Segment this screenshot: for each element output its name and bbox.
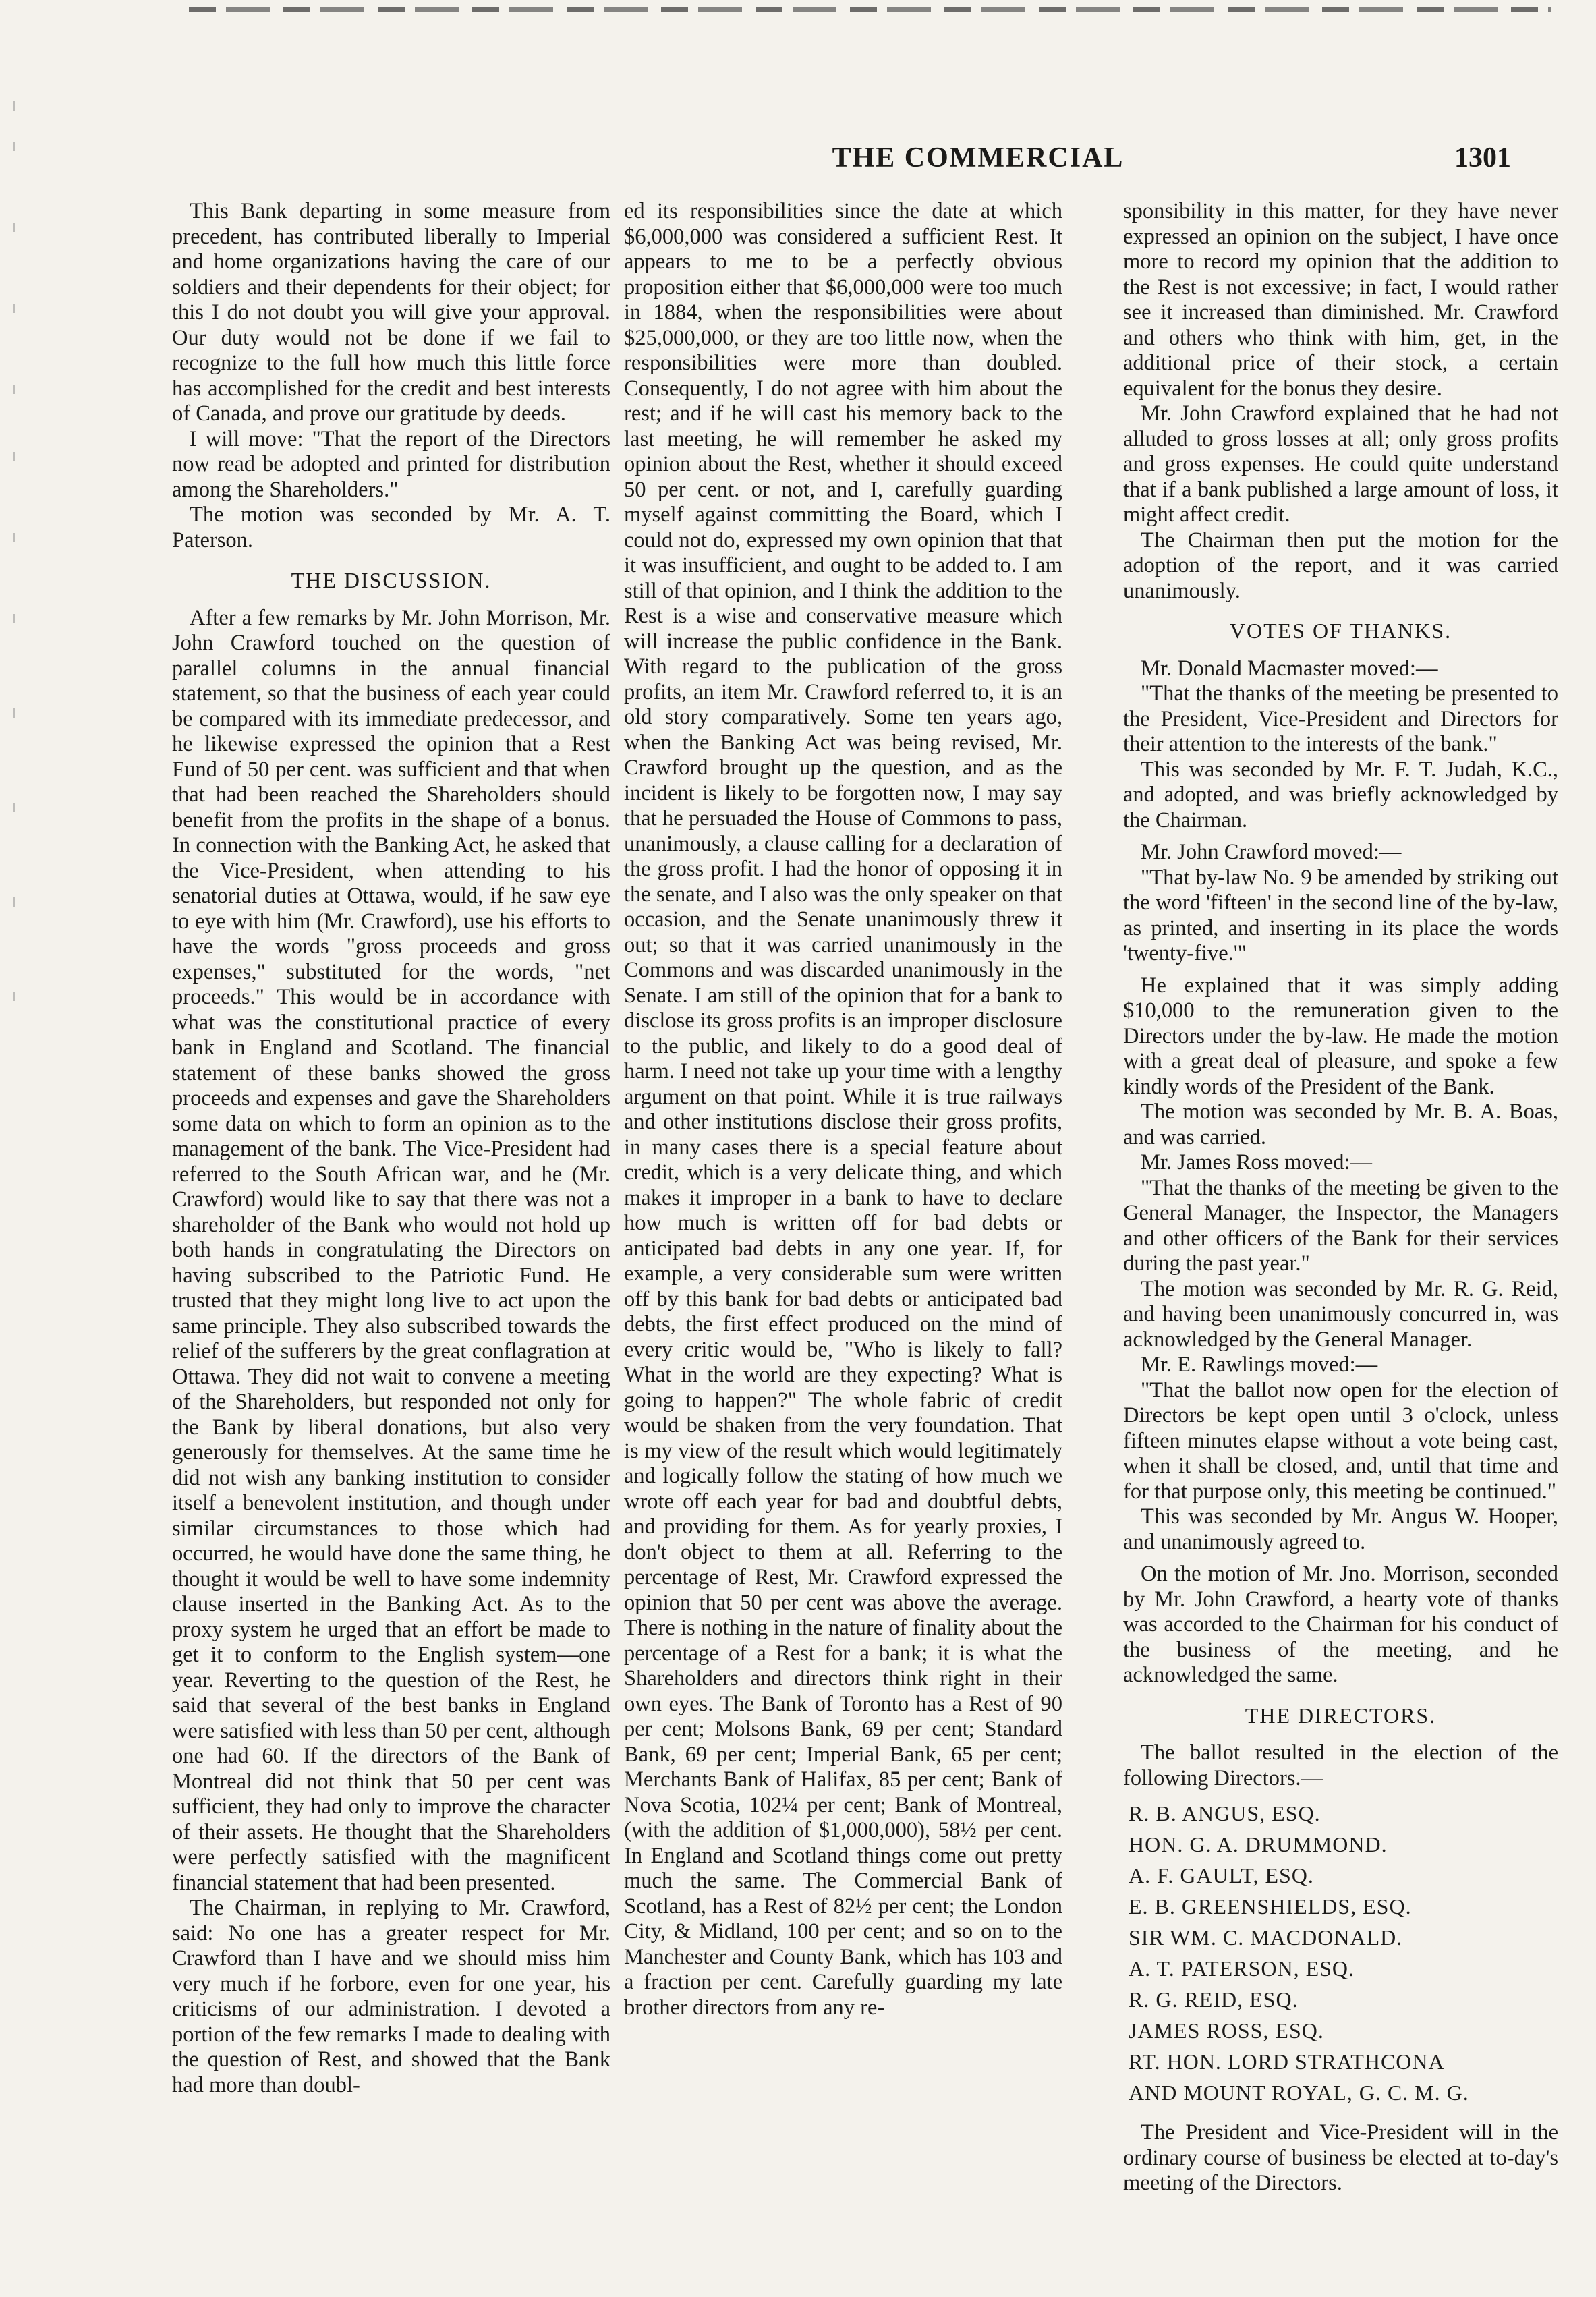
page-number: 1301: [1454, 142, 1511, 173]
director-name: E. B. GREENSHIELDS, ESQ.: [1129, 1894, 1412, 1919]
running-head: [175, 142, 1511, 182]
paragraph: Mr. E. Rawlings moved:—: [1141, 1353, 1378, 1377]
margin-marks: [13, 101, 40, 1046]
quoted-motion: "That by-law No. 9 be amended by striking out the word 'fifteen' in the second line of the by-law, as printed, and inserting in its place the words 'twenty-five.'": [1123, 865, 1558, 965]
paragraph: The motion was seconded by Mr. A. T. Paterson.: [172, 503, 610, 552]
paragraph: After a few remarks by Mr. John Morrison, Mr. John Crawford touched on the question of parallel columns in the annual financial statement, so that the business of each year could be compared with its immediate predecessor, and he likewise expressed the opinion that a Rest Fund of 50 per cent. was sufficient and that when that had been reached the Shareholders should benefit from the profits in the shape of a bonus. In connection with the Banking Act, he asked that the Vice-President, when attending to his senatorial duties at Ottawa, would, if he saw eye to eye with him (Mr. Crawford), use his efforts to have the words "gross proceeds and gross expenses," substituted for the words, "net proceeds." This would be in accordance with what was the constitutional practice of every bank in England and Scotland. The financial statement of these banks showed the gross proceeds and expenses and gave the Shareholders some data on which to form an opinion as to the management of the bank. The Vice-President had referred to the South African war, and he (Mr. Crawford) would like to say that there was not a shareholder of the Bank who would not hold up both hands in congratulating the Directors on having subscribed to the Patriotic Fund. He trusted that they might long live to act upon the same principle. They also subscribed towards the relief of the sufferers by the great conflagration at Ottawa. They did not wait to convene a meeting of the Shareholders, but responded not only for the Bank by liberal donations, but also very generously for themselves. At the same time he did not wish any banking institution to consider itself a benevolent institution, and though under similar circumstances to those which had occurred, he would have done the same thing, he thought it would be well to have some indemnity clause inserted in the Banking Act. As to the proxy system he urged that an effort be made to get it to conform to the English system—one year. Reverting to the question of the Rest, he said that several of the best banks in England were satisfied with less than 50 per cent, although one had 60. If the directors of the Bank of Montreal did not think that 50 per cent was sufficient, they had only to improve the character of their assets. He thought that the Shareholders were perfectly satisfied with the magnificent financial statement that had been presented.: [172, 605, 610, 1895]
column-2: [624, 199, 1062, 2284]
director-name: RT. HON. LORD STRATHCONA: [1129, 2049, 1445, 2074]
section-heading-votes: VOTES OF THANKS.: [1229, 619, 1452, 643]
director-name: HON. G. A. DRUMMOND.: [1129, 1832, 1388, 1856]
paragraph: The Chairman, in replying to Mr. Crawford, said: No one has a greater respect for Mr. Crawford than I have and we should miss him very much if he forbore, even for one year, his criticisms of our administration. I devoted a portion of the few remarks I made to dealing with the question of Rest, and showed that the Bank had more than doubl-: [172, 1896, 610, 2097]
director-name: A. T. PATERSON, ESQ.: [1129, 1956, 1355, 1981]
column-1: [172, 199, 610, 2284]
director-name: JAMES ROSS, ESQ.: [1129, 2018, 1324, 2043]
directors-list: [1123, 1798, 1558, 2108]
paragraph: Mr. James Ross moved:—: [1141, 1150, 1373, 1174]
paragraph: The motion was seconded by Mr. R. G. Reid, and having been unanimously concurred in, was acknowledged by the General Manager.: [1123, 1276, 1558, 1352]
paragraph: This Bank departing in some measure from precedent, has contributed liberally to Imperial and home organizations having the care of our soldiers and their dependents for their object; for this I do not doubt you will give your approval. Our duty would not be done if we fail to recognize to the full how much this little force has accomplished for the credit and best interests of Canada, and prove our gratitude by deeds.: [172, 199, 610, 426]
paragraph: sponsibility in this matter, for they have never expressed an opinion on the subject, I have once more to record my opinion that the addition to the Rest is not excessive; in fact, I would rather see it increased than diminished. Mr. Crawford and others who think with him, get, in the additional price of their stock, a certain equivalent for the bonus they desire.: [1123, 199, 1558, 401]
director-name: AND MOUNT ROYAL, G. C. M. G.: [1129, 2080, 1469, 2105]
paragraph: I will move: "That the report of the Directors now read be adopted and printed for distribution among the Shareholders.": [172, 426, 610, 502]
column-3: [1123, 199, 1558, 2284]
section-heading-discussion: THE DISCUSSION.: [291, 568, 492, 592]
paragraph: The Chairman then put the motion for the adoption of the report, and it was carried unanimously.: [1123, 528, 1558, 603]
paragraph: He explained that it was simply adding $10,000 to the remuneration given to the Directors under the by-law. He made the motion with a great deal of pleasure, and spoke a few kindly words of the President of the Bank.: [1123, 973, 1558, 1099]
section-heading-directors: THE DIRECTORS.: [1245, 1703, 1437, 1728]
paragraph: This was seconded by Mr. F. T. Judah, K.C., and adopted, and was briefly acknowledged by the Chairman.: [1123, 757, 1558, 832]
paragraph: The motion was seconded by Mr. B. A. Boas, and was carried.: [1123, 1100, 1558, 1150]
quoted-motion: "That the thanks of the meeting be presented to the President, Vice-President and Directors for their attention to the interests of the bank.": [1123, 681, 1558, 756]
quoted-motion: "That the thanks of the meeting be given to the General Manager, the Inspector, the Managers and other officers of the Bank for their services during the past year.": [1123, 1175, 1558, 1276]
director-name: SIR WM. C. MACDONALD.: [1129, 1925, 1403, 1950]
paragraph: The ballot resulted in the election of the following Directors.—: [1123, 1740, 1558, 1790]
quoted-motion: "That the ballot now open for the election of Directors be kept open until 3 o'clock, unless fifteen minutes elapse without a vote being cast, when it shall be closed, and, until that time and for that purpose only, this meeting be continued.": [1123, 1378, 1558, 1504]
paragraph: Mr. John Crawford explained that he had not alluded to gross losses at all; only gross profits and gross expenses. He could quite understand that if a bank published a large amount of loss, it might affect credit.: [1123, 401, 1558, 527]
director-name: R. G. REID, ESQ.: [1129, 1987, 1299, 2012]
top-decorative-rule: [189, 7, 1551, 12]
paragraph: Mr. Donald Macmaster moved:—: [1141, 656, 1438, 681]
paragraph: This was seconded by Mr. Angus W. Hooper, and unanimously agreed to.: [1123, 1504, 1558, 1554]
director-name: R. B. ANGUS, ESQ.: [1129, 1801, 1321, 1825]
paragraph: The President and Vice-President will in the ordinary course of business be elected at to-day's meeting of the Directors.: [1123, 2120, 1558, 2195]
paragraph: Mr. John Crawford moved:—: [1141, 840, 1402, 864]
director-name: A. F. GAULT, ESQ.: [1129, 1863, 1314, 1888]
paragraph: On the motion of Mr. Jno. Morrison, seconded by Mr. John Crawford, a hearty vote of thanks was accorded to the Chairman for his conduct of the business of the meeting, and he acknowledged the same.: [1123, 1562, 1558, 1687]
paragraph: ed its responsibilities since the date at which $6,000,000 was considered a sufficient Rest. It appears to me to be a perfectly obvious proposition either that $6,000,000 were too much in 1884, when the responsibilities were about $25,000,000, or they are too little now, when the responsibilities were more than doubled. Consequently, I do not agree with him about the rest; and if he will cast his memory back to the last meeting, he will remember he asked my opinion about the Rest, whether it should exceed 50 per cent. or not, and I, carefully guarding myself against committing the Board, which I could not do, expressed my own opinion that that it was insufficient, and ought to be added to. I am still of that opinion, and I think the addition to the Rest is a wise and conservative measure which will increase the public confidence in the Bank. With regard to the publication of the gross profits, an item Mr. Crawford referred to, it is an old story comparatively. Some ten years ago, when the Banking Act was being revised, Mr. Crawford brought up the question, and as the incident is likely to be forgotten now, I may say that he persuaded the House of Commons to pass, unanimously, a clause calling for a declaration of the gross profit. I had the honor of opposing it in the senate, and I also was the only speaker on that occasion, and the Senate unanimously threw it out; so that it was carried unanimously in the Commons and was discarded unanimously in the Senate. I am still of the opinion that for a bank to disclose its gross profits is an improper disclosure to the public, and likely to do a good deal of harm. I need not take up your time with a lengthy argument on that point. While it is true railways and other institutions disclose their gross profits, in many cases there is a special feature about credit, which is a very delicate thing, and which makes it improper in a bank to have to declare how much is written off for bad debts or anticipated bad debts in any one year. If, for example, a very considerable sum were written off by this bank for bad debts or anticipated bad debts, the first effect produced on the mind of every critic would be, "Who is likely to fall? What in the world are they expecting? What is going to happen?" The whole fabric of credit would be shaken from the very foundation. That is my view of the result which would legitimately and logically follow the stating of how much we wrote off each year for bad and doubtful debts, and providing for them. As for yearly proxies, I don't object to them at all. Referring to the percentage of Rest, Mr. Crawford expressed the opinion that 50 per cent was above the average. There is nothing in the nature of finality about the percentage of a Rest for a bank; it is what the Shareholders and directors think right in their own eyes. The Bank of Toronto has a Rest of 90 per cent; Molsons Bank, 69 per cent; Standard Bank, 69 per cent; Imperial Bank, 65 per cent; Merchants Bank of Halifax, 85 per cent; Bank of Nova Scotia, 102¼ per cent; Bank of Montreal, (with the addition of $1,000,000), 58½ per cent. In England and Scotland things come out pretty much the same. The Commercial Bank of Scotland, has a Rest of 82½ per cent; the London City, & Midland, 100 per cent; and so on to the Manchester and County Bank, which has 103 and a fraction per cent. Carefully guarding my late brother directors from any re-: [624, 199, 1062, 2020]
page-title: THE COMMERCIAL: [832, 142, 1124, 173]
